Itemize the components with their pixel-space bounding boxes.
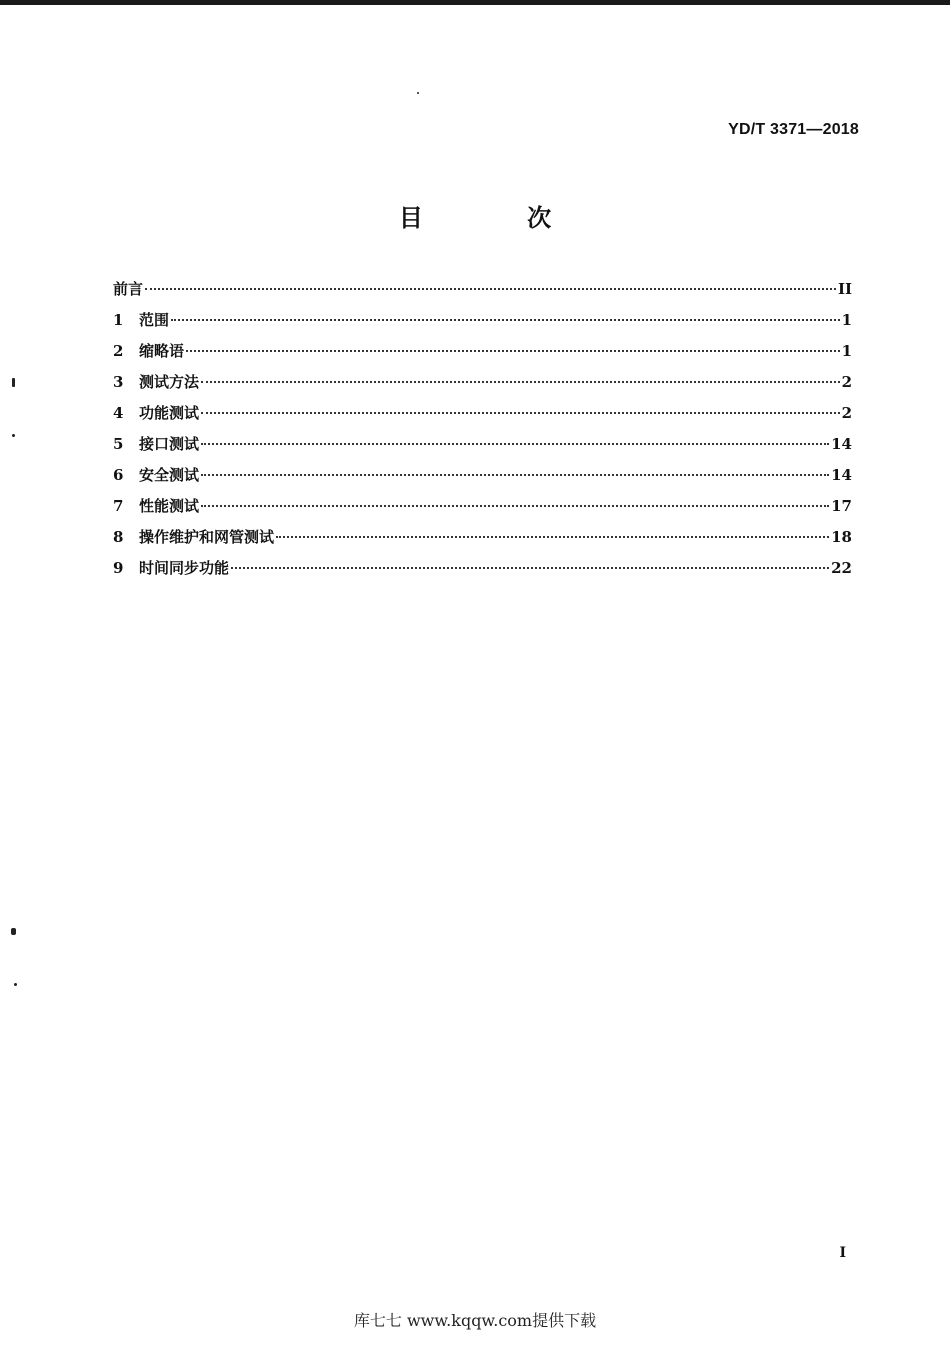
toc-entry-number: 9 [113,559,124,577]
toc-leader-dots [201,412,840,414]
toc-entry-number: 4 [113,404,124,422]
toc-entry-number: 1 [113,311,124,329]
toc-entry-label: 安全测试 [139,466,200,484]
toc-entry-1[interactable] [113,309,852,340]
page-number: I [839,1245,846,1261]
toc-entry-label: 范围 [139,311,170,329]
toc-entry-page: 22 [831,559,852,577]
toc-leader-dots [231,567,829,569]
toc-entry-number: 2 [113,342,124,360]
scan-speck [11,928,16,935]
toc-entry-9[interactable] [113,557,852,588]
toc-entry-page: 1 [841,311,852,329]
toc-entry-page: 18 [831,528,852,546]
toc-leader-dots [201,443,829,445]
toc-entry-page: 1 [841,342,852,360]
scan-speck [417,92,419,94]
toc-entry-page: 2 [841,373,852,391]
toc-entry-number: 6 [113,466,124,484]
toc-leader-dots [145,288,836,290]
toc-leader-dots [276,536,829,538]
toc-leader-dots [201,381,840,383]
toc-entry-label: 功能测试 [139,404,200,422]
toc-leader-dots [171,319,840,321]
toc-entry-foreword[interactable] [113,278,852,309]
toc-leader-dots [201,474,829,476]
toc-entry-2[interactable] [113,340,852,371]
toc-entry-4[interactable] [113,402,852,433]
scan-speck [12,434,15,437]
toc-entry-5[interactable] [113,433,852,464]
toc-entry-page: 17 [831,497,852,515]
toc-leader-dots [201,505,829,507]
toc-entry-number: 8 [113,528,124,546]
download-footer: 库七七 www.kqqw.com提供下载 [353,1311,597,1330]
toc-entry-page: 14 [831,435,852,453]
toc-entry-number: 3 [113,373,124,391]
toc-leader-dots [186,350,840,352]
toc-entry-label: 前言 [113,280,144,298]
toc-entry-label: 接口测试 [139,435,200,453]
toc-entry-3[interactable] [113,371,852,402]
toc-entry-label: 操作维护和网管测试 [139,528,275,546]
toc-entry-label: 性能测试 [139,497,200,515]
scan-speck [14,983,17,986]
toc-entry-label: 测试方法 [139,373,200,391]
top-rule [0,0,950,5]
toc-entry-label: 缩略语 [139,342,185,360]
toc-entry-page: 2 [841,404,852,422]
scan-speck [12,378,15,387]
standard-code: YD/T 3371—2018 [728,121,859,138]
toc-entry-page: II [837,280,852,298]
table-of-contents [113,278,852,588]
toc-entry-7[interactable] [113,495,852,526]
toc-title: 目 次 [398,204,600,232]
toc-entry-number: 5 [113,435,124,453]
toc-entry-page: 14 [831,466,852,484]
toc-entry-8[interactable] [113,526,852,557]
toc-entry-number: 7 [113,497,124,515]
toc-entry-label: 时间同步功能 [139,559,230,577]
toc-entry-6[interactable] [113,464,852,495]
